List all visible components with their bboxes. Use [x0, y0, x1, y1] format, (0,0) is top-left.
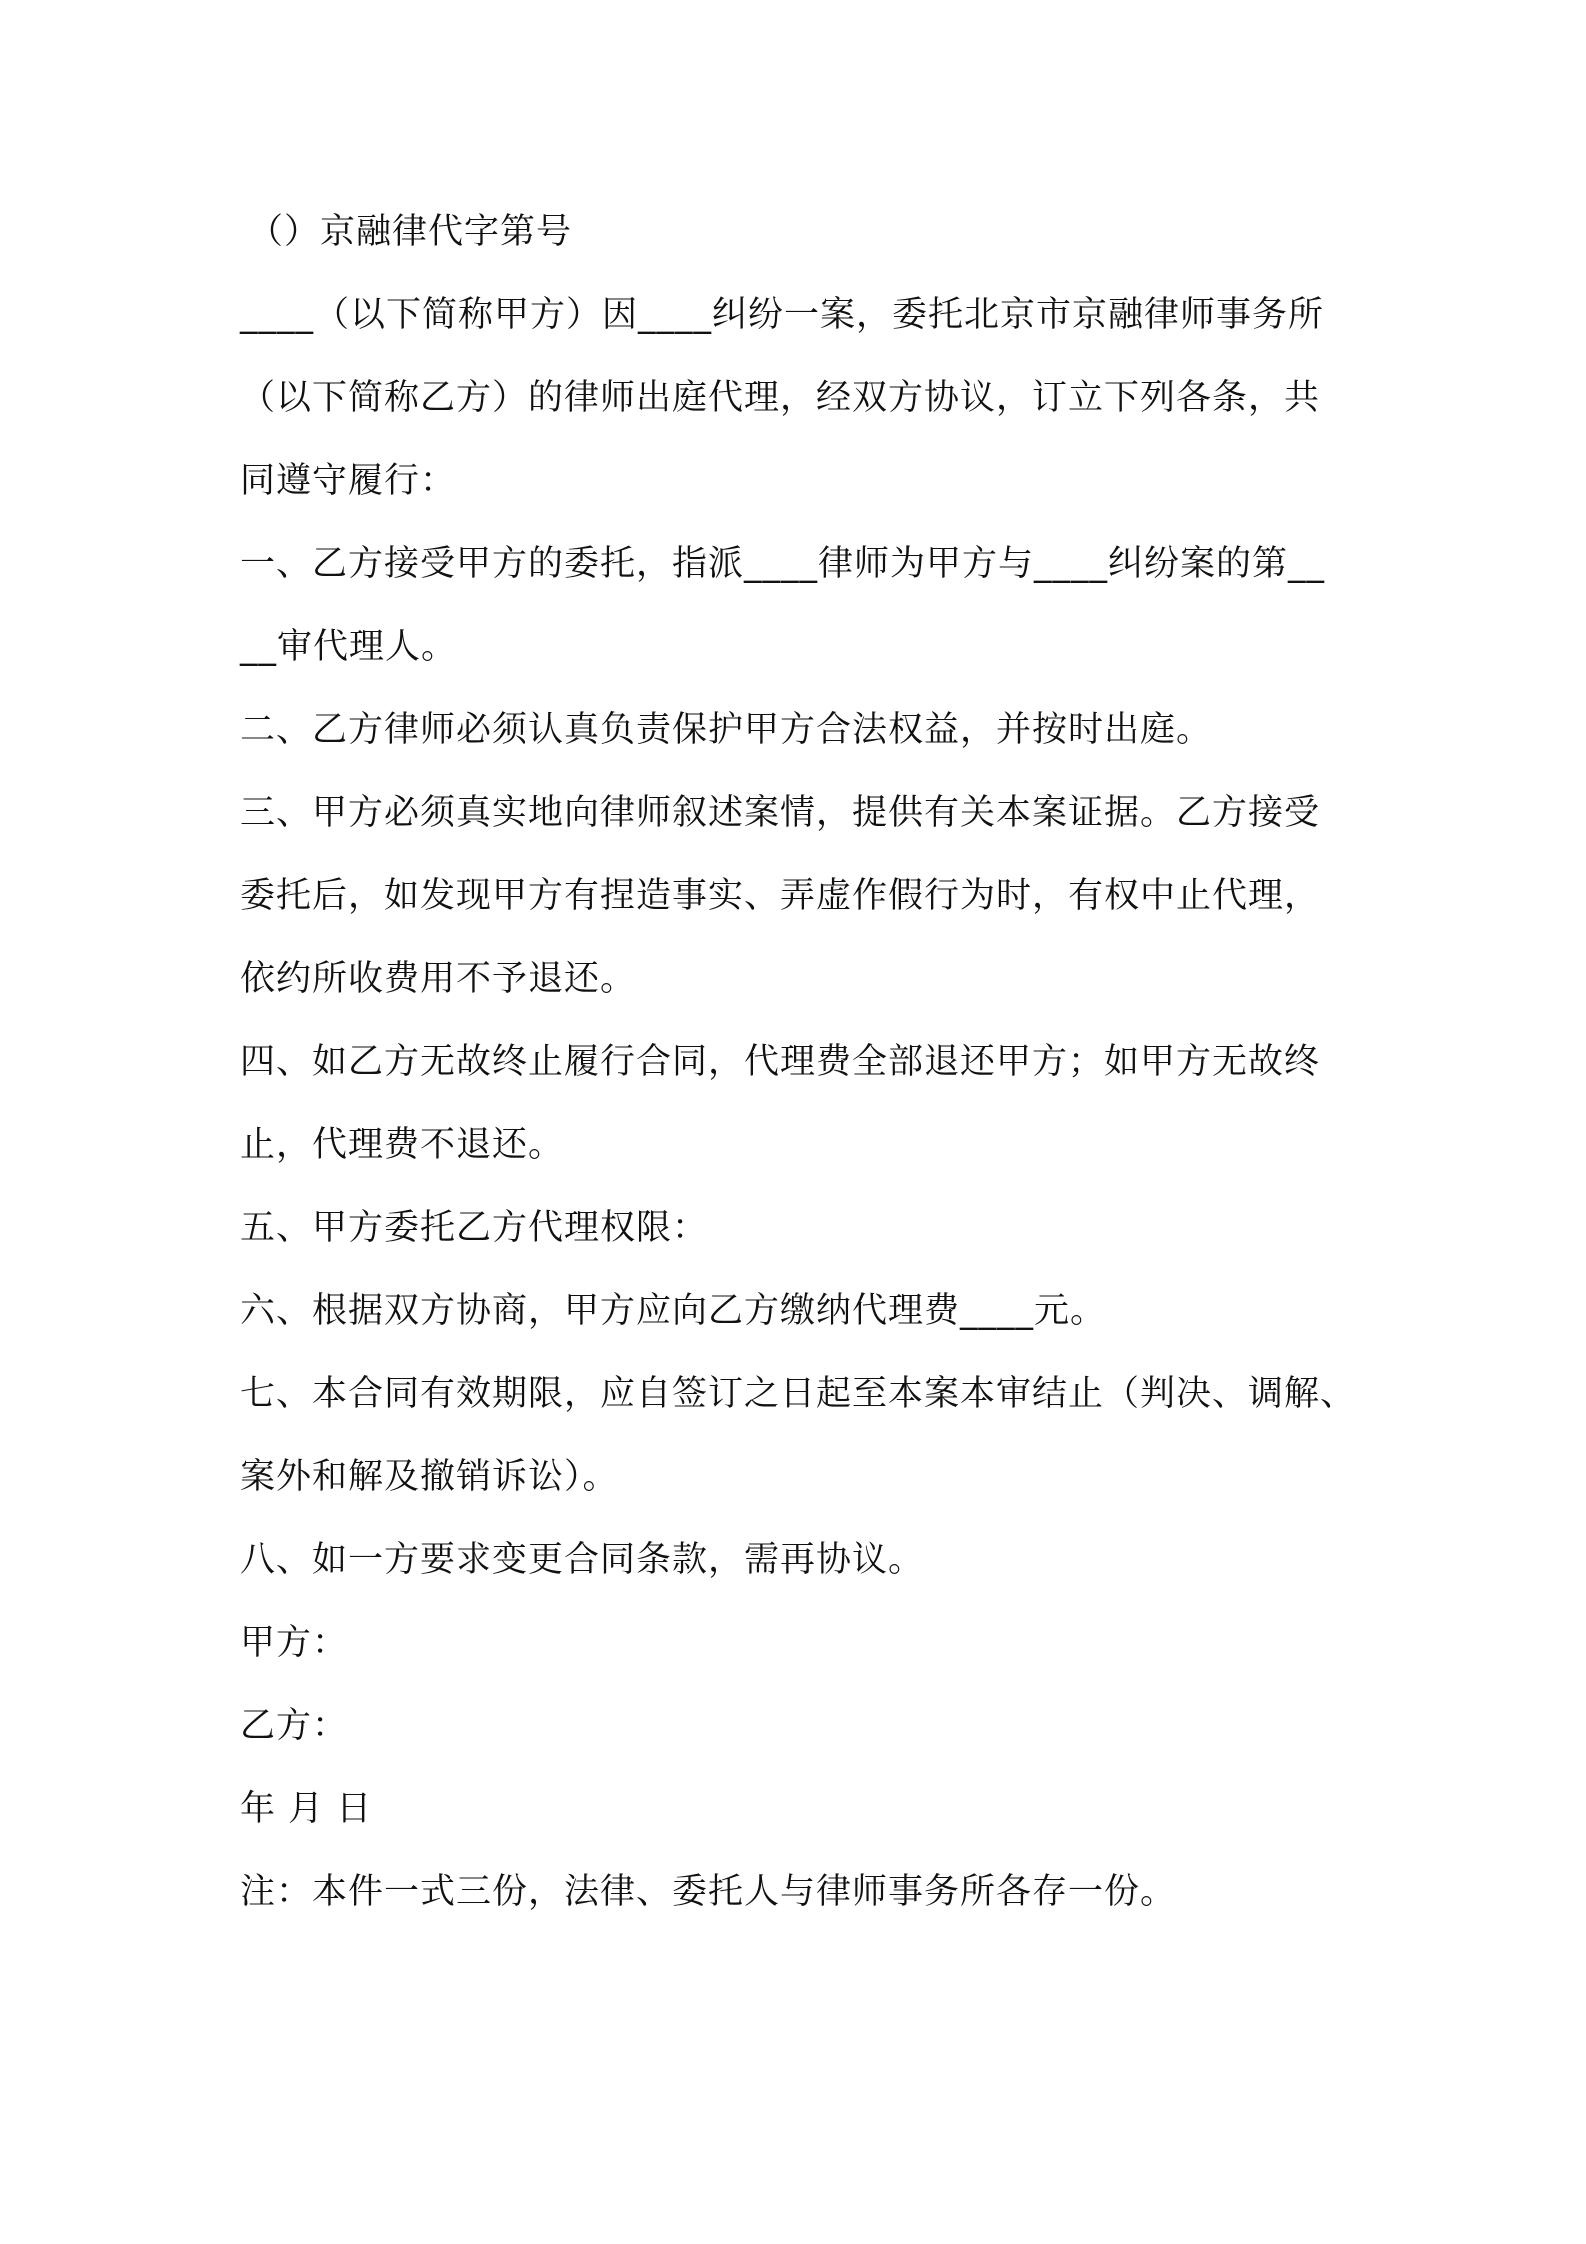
- document-line: 同遵守履行：: [240, 461, 457, 501]
- clause-3: 三、甲方必须真实地向律师叙述案情，提供有关本案证据。乙方接受: [240, 793, 1321, 833]
- document-line: 依约所收费用不予退还。: [240, 959, 637, 999]
- clause-4: 四、如乙方无故终止履行合同，代理费全部退还甲方；如甲方无故终: [240, 1042, 1321, 1082]
- clause-1: 一、乙方接受甲方的委托，指派____律师为甲方与____纠纷案的第__: [240, 544, 1326, 584]
- clause-2: 二、乙方律师必须认真负责保护甲方合法权益，并按时出庭。: [240, 710, 1213, 750]
- document-line: __审代理人。: [240, 627, 458, 667]
- party-a-signature: 甲方：: [240, 1623, 349, 1663]
- clause-7: 七、本合同有效期限，应自签订之日起至本案本审结止（判决、调解、: [240, 1374, 1357, 1414]
- document-line: （以下简称乙方）的律师出庭代理，经双方协议，订立下列各条，共: [240, 378, 1321, 418]
- note-line: 注：本件一式三份，法律、委托人与律师事务所各存一份。: [240, 1872, 1177, 1912]
- date-line: 年 月 日: [240, 1789, 373, 1829]
- party-b-signature: 乙方：: [240, 1706, 349, 1746]
- clause-8: 八、如一方要求变更合同条款，需再协议。: [240, 1540, 925, 1580]
- document-line: 委托后，如发现甲方有捏造事实、弄虚作假行为时，有权中止代理，: [240, 876, 1321, 916]
- document-line: 止，代理费不退还。: [240, 1125, 565, 1165]
- document-line: ____（以下简称甲方）因____纠纷一案，委托北京市京融律师事务所: [240, 295, 1325, 335]
- clause-6: 六、根据双方协商，甲方应向乙方缴纳代理费____元。: [240, 1291, 1107, 1331]
- document-header: （）京融律代字第号: [248, 212, 573, 252]
- clause-5: 五、甲方委托乙方代理权限：: [240, 1208, 709, 1248]
- document-line: 案外和解及撤销诉讼）。: [240, 1457, 619, 1497]
